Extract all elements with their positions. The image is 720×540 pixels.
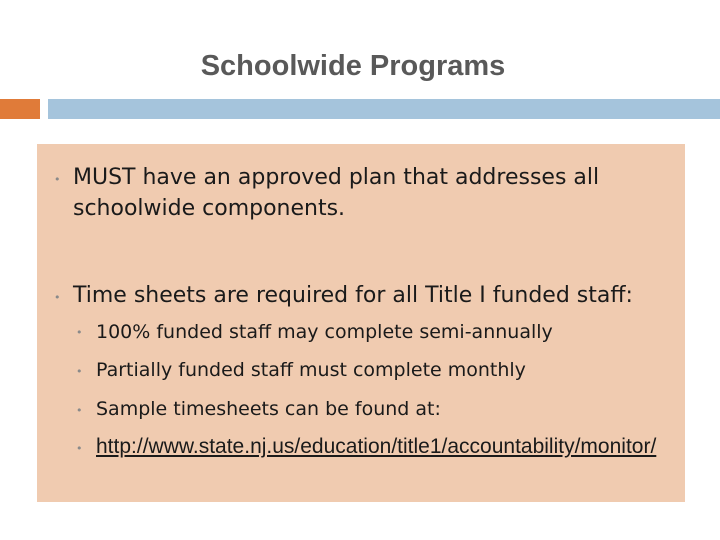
sub-bullet-icon: • [76, 404, 83, 417]
sub-bullet-sample-timesheets: Sample timesheets can be found at: [96, 398, 441, 420]
sub-bullet-icon: • [76, 442, 83, 455]
sub-bullet-monthly: Partially funded staff must complete monthly [96, 359, 526, 381]
slide-title: Schoolwide Programs [200, 50, 506, 82]
bullet-approved-plan: MUST have an approved plan that addresses all schoolwide components. [73, 165, 600, 221]
bullet-icon: • [54, 173, 61, 186]
sub-bullet-semi-annually: 100% funded staff may complete semi-annually [96, 321, 553, 343]
monitor-link[interactable]: http://www.state.nj.us/education/title1/accountability/monitor/ [96, 435, 657, 458]
title-rule-orange [0, 99, 40, 119]
sub-bullet-icon: • [76, 326, 83, 339]
sub-bullet-icon: • [76, 365, 83, 378]
bullet-time-sheets: Time sheets are required for all Title I funded staff: [73, 283, 633, 308]
bullet-icon: • [54, 291, 61, 304]
title-rule-blue [48, 99, 720, 119]
